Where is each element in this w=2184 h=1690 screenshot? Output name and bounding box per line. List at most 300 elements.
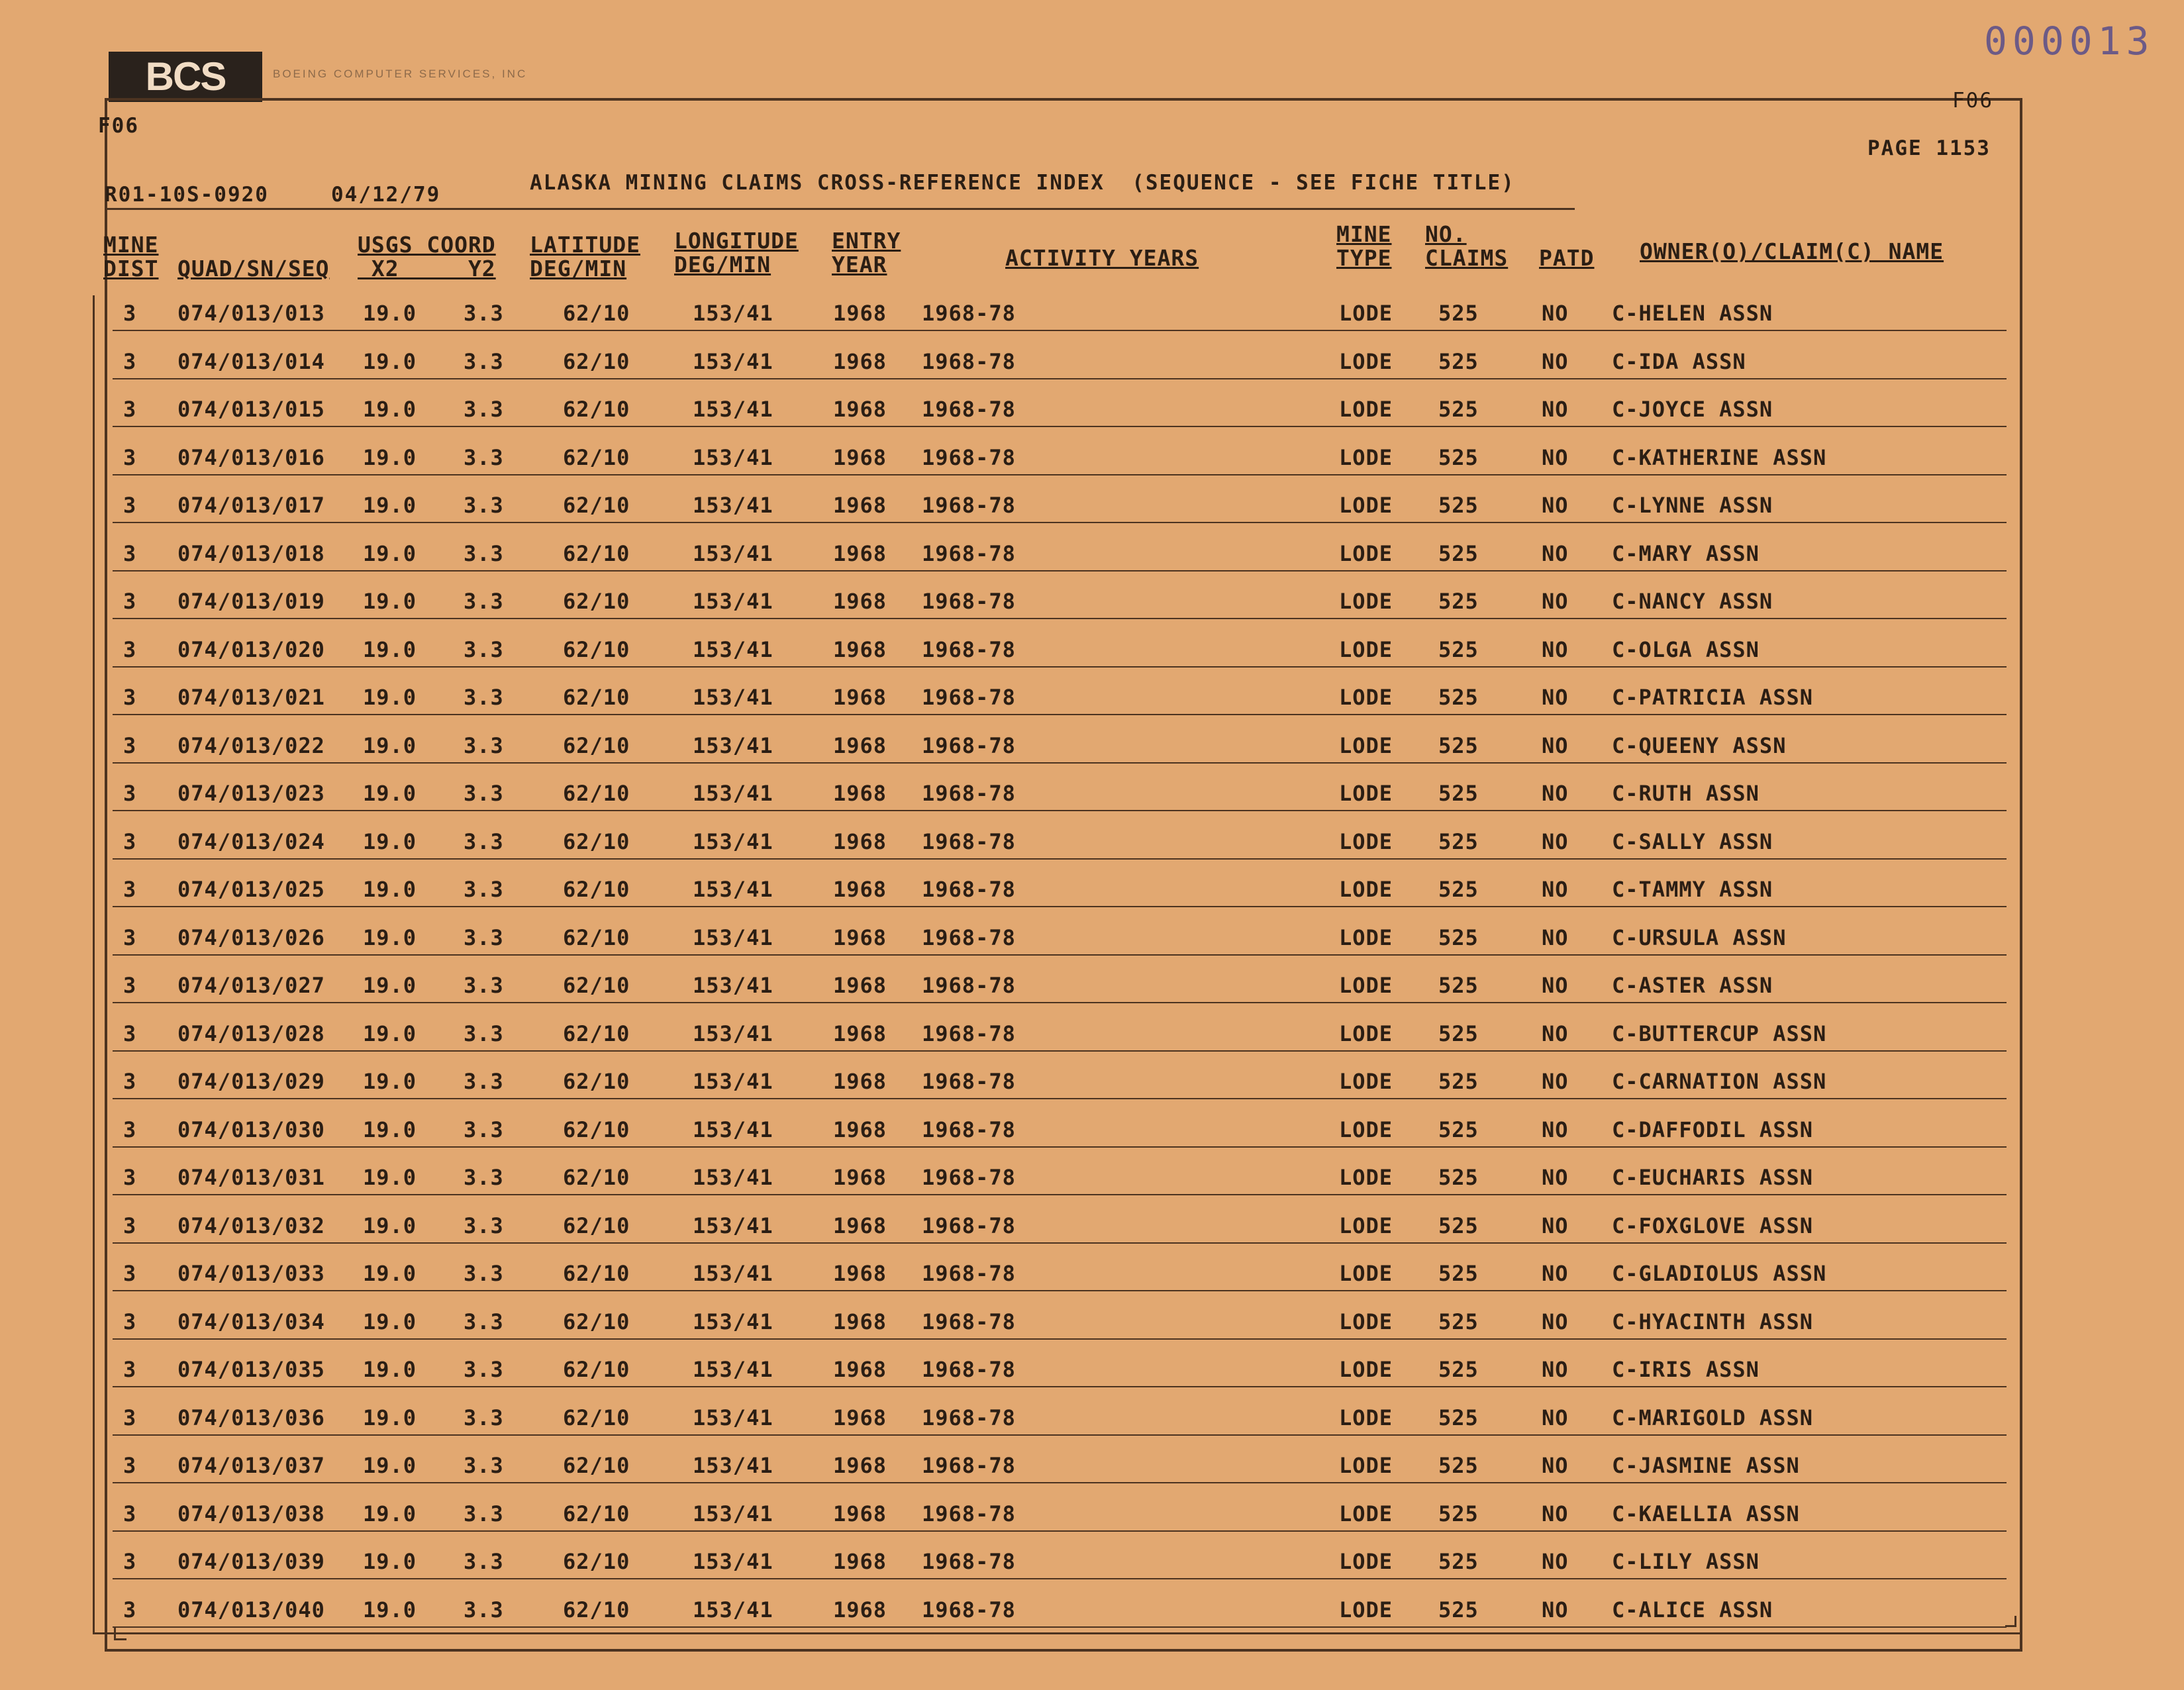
cell-quad: 074/013/013	[177, 301, 325, 326]
cell-name: C-PATRICIA ASSN	[1612, 685, 1813, 710]
table-row	[0, 383, 2184, 431]
cell-lat: 62/10	[563, 877, 630, 902]
page-number: PAGE 1153	[1867, 136, 1991, 160]
cell-quad: 074/013/015	[177, 397, 325, 422]
cell-type: LODE	[1339, 1405, 1393, 1430]
cell-quad: 074/013/023	[177, 781, 325, 806]
row-rule	[113, 906, 2007, 907]
table-row	[0, 1296, 2184, 1344]
cell-claims: 525	[1438, 1309, 1479, 1334]
cell-name: C-IDA ASSN	[1612, 348, 1746, 374]
cell-lat: 62/10	[563, 301, 630, 326]
cell-claims: 525	[1438, 1597, 1479, 1622]
cell-dist: 3	[123, 973, 137, 998]
cell-entry: 1968	[833, 1069, 887, 1094]
cell-claims: 525	[1438, 589, 1479, 614]
table-row	[0, 720, 2184, 768]
cell-quad: 074/013/016	[177, 444, 325, 470]
cell-type: LODE	[1339, 1020, 1393, 1046]
cell-type: LODE	[1339, 973, 1393, 998]
cell-claims: 525	[1438, 1357, 1479, 1382]
cell-type: LODE	[1339, 397, 1393, 422]
cell-name: C-KATHERINE ASSN	[1612, 444, 1827, 470]
row-rule	[113, 1578, 2007, 1579]
cell-type: LODE	[1339, 1501, 1393, 1526]
cell-quad: 074/013/026	[177, 924, 325, 950]
cell-entry: 1968	[833, 493, 887, 518]
cell-x2: 19.0	[363, 493, 417, 518]
cell-y2: 3.3	[464, 301, 504, 326]
cell-claims: 525	[1438, 732, 1479, 758]
row-rule	[113, 426, 2007, 427]
cell-activity: 1968-78	[922, 1165, 1016, 1190]
cell-quad: 074/013/031	[177, 1165, 325, 1190]
cell-name: C-ASTER ASSN	[1612, 973, 1773, 998]
cell-lon: 153/41	[693, 1309, 773, 1334]
cell-lon: 153/41	[693, 1165, 773, 1190]
row-rule	[113, 378, 2007, 379]
cell-x2: 19.0	[363, 1357, 417, 1382]
cell-name: C-LYNNE ASSN	[1612, 493, 1773, 518]
cell-lon: 153/41	[693, 877, 773, 902]
cell-entry: 1968	[833, 924, 887, 950]
col-header-latitude: LATITUDE DEG/MIN	[530, 232, 640, 281]
cell-lon: 153/41	[693, 1549, 773, 1574]
cell-lon: 153/41	[693, 1501, 773, 1526]
cell-activity: 1968-78	[922, 1597, 1016, 1622]
cell-patd: NO	[1542, 877, 1569, 902]
cell-lon: 153/41	[693, 1213, 773, 1238]
cell-dist: 3	[123, 1597, 137, 1622]
cell-name: C-NANCY ASSN	[1612, 589, 1773, 614]
cell-quad: 074/013/038	[177, 1501, 325, 1526]
cell-activity: 1968-78	[922, 781, 1016, 806]
cell-quad: 074/013/021	[177, 685, 325, 710]
cell-entry: 1968	[833, 1165, 887, 1190]
table-row	[0, 1200, 2184, 1248]
cell-x2: 19.0	[363, 348, 417, 374]
cell-lon: 153/41	[693, 924, 773, 950]
cell-lon: 153/41	[693, 1597, 773, 1622]
cell-x2: 19.0	[363, 1453, 417, 1478]
table-row	[0, 1344, 2184, 1391]
cell-activity: 1968-78	[922, 540, 1016, 566]
cell-claims: 525	[1438, 636, 1479, 662]
cell-lon: 153/41	[693, 493, 773, 518]
cell-x2: 19.0	[363, 1309, 417, 1334]
cell-name: C-MARIGOLD ASSN	[1612, 1405, 1813, 1430]
cell-quad: 074/013/027	[177, 973, 325, 998]
cell-lat: 62/10	[563, 1309, 630, 1334]
cell-name: C-URSULA ASSN	[1612, 924, 1787, 950]
cell-type: LODE	[1339, 1165, 1393, 1190]
table-row	[0, 1152, 2184, 1199]
cell-dist: 3	[123, 828, 137, 854]
cell-quad: 074/013/034	[177, 1309, 325, 1334]
cell-name: C-MARY ASSN	[1612, 540, 1760, 566]
cell-activity: 1968-78	[922, 1309, 1016, 1334]
cell-dist: 3	[123, 589, 137, 614]
cell-lon: 153/41	[693, 781, 773, 806]
cell-lon: 153/41	[693, 732, 773, 758]
cell-patd: NO	[1542, 685, 1569, 710]
cell-dist: 3	[123, 1357, 137, 1382]
cell-lon: 153/41	[693, 540, 773, 566]
cell-activity: 1968-78	[922, 924, 1016, 950]
cell-dist: 3	[123, 444, 137, 470]
cell-entry: 1968	[833, 636, 887, 662]
cell-claims: 525	[1438, 1405, 1479, 1430]
cell-entry: 1968	[833, 589, 887, 614]
report-title: ALASKA MINING CLAIMS CROSS-REFERENCE INDEX (SEQUENCE - SEE FICHE TITLE)	[530, 171, 1515, 195]
cell-entry: 1968	[833, 1453, 887, 1478]
cell-patd: NO	[1542, 973, 1569, 998]
cell-activity: 1968-78	[922, 1501, 1016, 1526]
cell-lat: 62/10	[563, 1069, 630, 1094]
cell-y2: 3.3	[464, 1069, 504, 1094]
cell-y2: 3.3	[464, 781, 504, 806]
cell-type: LODE	[1339, 636, 1393, 662]
table-row	[0, 575, 2184, 623]
table-row	[0, 1104, 2184, 1152]
table-row	[0, 912, 2184, 960]
cell-x2: 19.0	[363, 589, 417, 614]
cell-lat: 62/10	[563, 1117, 630, 1142]
cell-lat: 62/10	[563, 636, 630, 662]
cell-lon: 153/41	[693, 301, 773, 326]
table-row	[0, 1056, 2184, 1103]
cell-y2: 3.3	[464, 973, 504, 998]
cell-patd: NO	[1542, 1597, 1569, 1622]
cell-activity: 1968-78	[922, 1261, 1016, 1286]
cell-entry: 1968	[833, 444, 887, 470]
cell-name: C-KAELLIA ASSN	[1612, 1501, 1800, 1526]
cell-x2: 19.0	[363, 636, 417, 662]
cell-dist: 3	[123, 348, 137, 374]
table-row	[0, 864, 2184, 911]
cell-patd: NO	[1542, 1213, 1569, 1238]
cell-entry: 1968	[833, 1405, 887, 1430]
cell-claims: 525	[1438, 301, 1479, 326]
cell-lat: 62/10	[563, 828, 630, 854]
cell-quad: 074/013/020	[177, 636, 325, 662]
cell-patd: NO	[1542, 397, 1569, 422]
cell-y2: 3.3	[464, 1165, 504, 1190]
cell-name: C-HYACINTH ASSN	[1612, 1309, 1813, 1334]
cell-quad: 074/013/029	[177, 1069, 325, 1094]
cell-patd: NO	[1542, 589, 1569, 614]
cell-lat: 62/10	[563, 1213, 630, 1238]
row-rule	[113, 1098, 2007, 1099]
cell-claims: 525	[1438, 1117, 1479, 1142]
cell-name: C-JASMINE ASSN	[1612, 1453, 1800, 1478]
cell-lon: 153/41	[693, 1261, 773, 1286]
cell-lat: 62/10	[563, 589, 630, 614]
cell-claims: 525	[1438, 540, 1479, 566]
cell-dist: 3	[123, 540, 137, 566]
table-row	[0, 1440, 2184, 1487]
cell-type: LODE	[1339, 685, 1393, 710]
cell-claims: 525	[1438, 1549, 1479, 1574]
cell-x2: 19.0	[363, 1261, 417, 1286]
cell-name: C-EUCHARIS ASSN	[1612, 1165, 1813, 1190]
cell-entry: 1968	[833, 540, 887, 566]
table-row	[0, 1536, 2184, 1583]
table-row	[0, 960, 2184, 1007]
cell-activity: 1968-78	[922, 732, 1016, 758]
cell-quad: 074/013/036	[177, 1405, 325, 1430]
cell-entry: 1968	[833, 1501, 887, 1526]
cell-patd: NO	[1542, 348, 1569, 374]
cell-x2: 19.0	[363, 444, 417, 470]
col-header-mine-type: MINE TYPE	[1336, 221, 1392, 271]
cell-dist: 3	[123, 1309, 137, 1334]
cell-type: LODE	[1339, 301, 1393, 326]
cell-patd: NO	[1542, 1069, 1569, 1094]
cell-entry: 1968	[833, 397, 887, 422]
cell-x2: 19.0	[363, 1165, 417, 1190]
row-rule	[113, 1338, 2007, 1340]
cell-x2: 19.0	[363, 828, 417, 854]
cell-y2: 3.3	[464, 685, 504, 710]
cell-x2: 19.0	[363, 1549, 417, 1574]
cell-lat: 62/10	[563, 781, 630, 806]
cell-lon: 153/41	[693, 973, 773, 998]
cell-lon: 153/41	[693, 444, 773, 470]
cell-type: LODE	[1339, 1357, 1393, 1382]
cell-y2: 3.3	[464, 1261, 504, 1286]
report-id: R01-10S-0920	[105, 183, 269, 207]
cell-lon: 153/41	[693, 397, 773, 422]
cell-activity: 1968-78	[922, 301, 1016, 326]
cell-activity: 1968-78	[922, 493, 1016, 518]
cell-patd: NO	[1542, 1020, 1569, 1046]
cell-lon: 153/41	[693, 636, 773, 662]
cell-x2: 19.0	[363, 540, 417, 566]
cell-quad: 074/013/024	[177, 828, 325, 854]
cell-y2: 3.3	[464, 732, 504, 758]
col-header-owner-claim: OWNER(O)/CLAIM(C) NAME	[1640, 238, 1944, 264]
cell-type: LODE	[1339, 444, 1393, 470]
cell-patd: NO	[1542, 1261, 1569, 1286]
cell-x2: 19.0	[363, 877, 417, 902]
row-rule	[113, 1434, 2007, 1436]
row-rule	[113, 1242, 2007, 1244]
cell-dist: 3	[123, 1117, 137, 1142]
cell-activity: 1968-78	[922, 589, 1016, 614]
cell-activity: 1968-78	[922, 444, 1016, 470]
cell-activity: 1968-78	[922, 828, 1016, 854]
cell-lat: 62/10	[563, 924, 630, 950]
cell-entry: 1968	[833, 348, 887, 374]
cell-name: C-FOXGLOVE ASSN	[1612, 1213, 1813, 1238]
cell-lat: 62/10	[563, 493, 630, 518]
cell-activity: 1968-78	[922, 1069, 1016, 1094]
cell-claims: 525	[1438, 348, 1479, 374]
bcs-logo: BCS	[109, 52, 262, 102]
cell-dist: 3	[123, 1405, 137, 1430]
cell-claims: 525	[1438, 444, 1479, 470]
cell-type: LODE	[1339, 1549, 1393, 1574]
cell-activity: 1968-78	[922, 685, 1016, 710]
row-rule	[113, 1146, 2007, 1148]
cell-y2: 3.3	[464, 348, 504, 374]
cell-x2: 19.0	[363, 397, 417, 422]
cell-x2: 19.0	[363, 973, 417, 998]
cell-patd: NO	[1542, 636, 1569, 662]
cell-y2: 3.3	[464, 1357, 504, 1382]
cell-claims: 525	[1438, 1501, 1479, 1526]
cell-activity: 1968-78	[922, 1549, 1016, 1574]
cell-dist: 3	[123, 924, 137, 950]
cell-y2: 3.3	[464, 397, 504, 422]
corner-mark-left	[114, 1628, 126, 1640]
cell-patd: NO	[1542, 493, 1569, 518]
cell-type: LODE	[1339, 589, 1393, 614]
cell-claims: 525	[1438, 1020, 1479, 1046]
cell-claims: 525	[1438, 1261, 1479, 1286]
col-header-longitude: LONGITUDE DEG/MIN	[674, 228, 799, 277]
cell-name: C-ALICE ASSN	[1612, 1597, 1773, 1622]
cell-type: LODE	[1339, 1117, 1393, 1142]
cell-lon: 153/41	[693, 1405, 773, 1430]
row-rule	[113, 810, 2007, 811]
row-rule	[113, 522, 2007, 523]
cell-name: C-IRIS ASSN	[1612, 1357, 1760, 1382]
cell-claims: 525	[1438, 973, 1479, 998]
row-rule	[113, 1530, 2007, 1532]
cell-y2: 3.3	[464, 1020, 504, 1046]
cell-lon: 153/41	[693, 1453, 773, 1478]
cell-type: LODE	[1339, 1261, 1393, 1286]
table-row	[0, 816, 2184, 864]
cell-patd: NO	[1542, 540, 1569, 566]
header-rule	[105, 208, 1575, 210]
cell-lat: 62/10	[563, 1453, 630, 1478]
row-rule	[113, 1290, 2007, 1291]
cell-y2: 3.3	[464, 636, 504, 662]
cell-lat: 62/10	[563, 444, 630, 470]
cell-dist: 3	[123, 301, 137, 326]
cell-lon: 153/41	[693, 1117, 773, 1142]
cell-lat: 62/10	[563, 732, 630, 758]
table-row	[0, 1584, 2184, 1632]
table-row	[0, 624, 2184, 671]
cell-y2: 3.3	[464, 589, 504, 614]
cell-activity: 1968-78	[922, 1020, 1016, 1046]
cell-y2: 3.3	[464, 1213, 504, 1238]
cell-x2: 19.0	[363, 1213, 417, 1238]
cell-lat: 62/10	[563, 348, 630, 374]
table-row	[0, 1008, 2184, 1056]
cell-patd: NO	[1542, 924, 1569, 950]
cell-name: C-QUEENY ASSN	[1612, 732, 1787, 758]
cell-lat: 62/10	[563, 1501, 630, 1526]
cell-lat: 62/10	[563, 397, 630, 422]
cell-name: C-DAFFODIL ASSN	[1612, 1117, 1813, 1142]
cell-entry: 1968	[833, 1597, 887, 1622]
cell-patd: NO	[1542, 1117, 1569, 1142]
cell-y2: 3.3	[464, 1405, 504, 1430]
cell-lat: 62/10	[563, 1020, 630, 1046]
cell-entry: 1968	[833, 732, 887, 758]
corner-mark-right	[2005, 1616, 2016, 1627]
cell-x2: 19.0	[363, 732, 417, 758]
table-row	[0, 1392, 2184, 1440]
cell-quad: 074/013/017	[177, 493, 325, 518]
row-rule	[113, 474, 2007, 475]
cell-dist: 3	[123, 1453, 137, 1478]
table-row	[0, 336, 2184, 383]
cell-lon: 153/41	[693, 348, 773, 374]
cell-type: LODE	[1339, 828, 1393, 854]
cell-quad: 074/013/022	[177, 732, 325, 758]
cell-x2: 19.0	[363, 1501, 417, 1526]
cell-claims: 525	[1438, 493, 1479, 518]
row-rule	[113, 1050, 2007, 1052]
cell-quad: 074/013/037	[177, 1453, 325, 1478]
row-rule	[113, 954, 2007, 956]
table-row	[0, 528, 2184, 575]
cell-lat: 62/10	[563, 1357, 630, 1382]
cell-activity: 1968-78	[922, 973, 1016, 998]
cell-entry: 1968	[833, 828, 887, 854]
cell-activity: 1968-78	[922, 1213, 1016, 1238]
cell-patd: NO	[1542, 732, 1569, 758]
cell-activity: 1968-78	[922, 1357, 1016, 1382]
cell-patd: NO	[1542, 301, 1569, 326]
col-header-entry-year: ENTRY YEAR	[832, 228, 901, 277]
cell-claims: 525	[1438, 1069, 1479, 1094]
cell-activity: 1968-78	[922, 348, 1016, 374]
cell-y2: 3.3	[464, 444, 504, 470]
cell-name: C-JOYCE ASSN	[1612, 397, 1773, 422]
cell-lat: 62/10	[563, 973, 630, 998]
col-header-activity-years: ACTIVITY YEARS	[1005, 245, 1199, 271]
cell-type: LODE	[1339, 732, 1393, 758]
row-rule	[113, 762, 2007, 764]
cell-lat: 62/10	[563, 1405, 630, 1430]
table-row	[0, 671, 2184, 719]
cell-name: C-GLADIOLUS ASSN	[1612, 1261, 1827, 1286]
row-rule	[113, 1626, 2007, 1628]
cell-y2: 3.3	[464, 877, 504, 902]
cell-patd: NO	[1542, 1501, 1569, 1526]
cell-claims: 525	[1438, 828, 1479, 854]
cell-claims: 525	[1438, 685, 1479, 710]
cell-quad: 074/013/028	[177, 1020, 325, 1046]
cell-entry: 1968	[833, 1261, 887, 1286]
cell-type: LODE	[1339, 493, 1393, 518]
cell-dist: 3	[123, 781, 137, 806]
cell-type: LODE	[1339, 540, 1393, 566]
row-rule	[113, 1002, 2007, 1003]
cell-x2: 19.0	[363, 1405, 417, 1430]
cell-lat: 62/10	[563, 1261, 630, 1286]
cell-quad: 074/013/030	[177, 1117, 325, 1142]
row-rule	[113, 330, 2007, 331]
cell-patd: NO	[1542, 781, 1569, 806]
cell-y2: 3.3	[464, 1501, 504, 1526]
cell-x2: 19.0	[363, 924, 417, 950]
cell-lat: 62/10	[563, 1165, 630, 1190]
cell-claims: 525	[1438, 397, 1479, 422]
cell-patd: NO	[1542, 828, 1569, 854]
cell-name: C-OLGA ASSN	[1612, 636, 1760, 662]
cell-y2: 3.3	[464, 1453, 504, 1478]
cell-dist: 3	[123, 1069, 137, 1094]
cell-lon: 153/41	[693, 1020, 773, 1046]
